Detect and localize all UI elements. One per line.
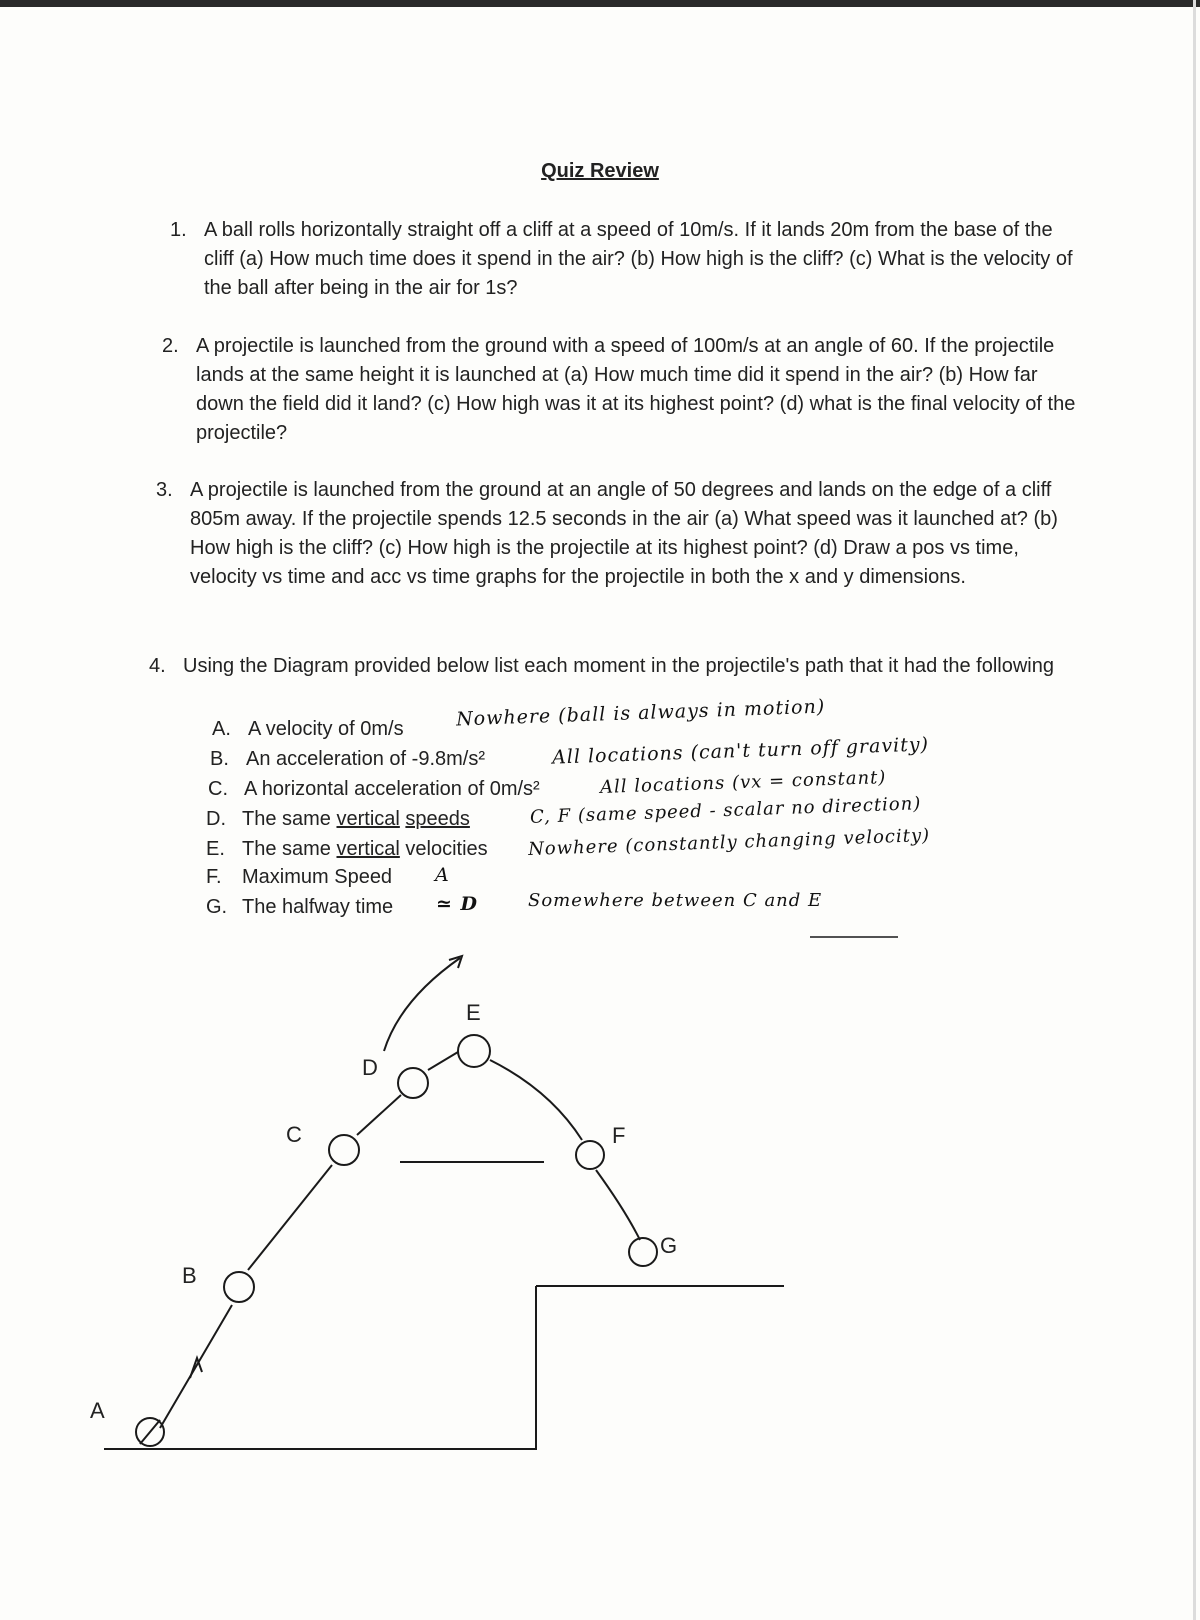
item-statement: Maximum Speed xyxy=(242,866,393,888)
point-label-b: B xyxy=(182,1263,197,1288)
question-text: A projectile is launched from the ground at an angle of 50 degrees and lands on the edge of a cliff 805m away. If the projectile spends 12.5 seconds in the air (a) What speed was it launched at? (b) How high is the cliff? (c) How high is the projectile at its highest point? (d) Draw a pos vs time, velocity vs time and acc vs time graphs for the projectile in both the x and y dimensions. xyxy=(190,479,1058,588)
item-letter: C. xyxy=(208,778,228,800)
item-letter: D. xyxy=(206,808,226,830)
item-statement: An acceleration of -9.8m/s² xyxy=(246,748,485,770)
item-letter: G. xyxy=(206,896,228,918)
pointer-arrow xyxy=(384,958,460,1051)
point-label-c: C xyxy=(286,1122,302,1147)
handwritten-answer-c: All locations (vx = constant) xyxy=(599,767,887,798)
item-letter: B. xyxy=(210,748,229,770)
handwritten-answer-a: Nowhere (ball is always in motion) xyxy=(455,695,826,731)
question-number: 2. xyxy=(162,335,179,357)
ball-a-slash xyxy=(140,1420,160,1444)
question-number: 3. xyxy=(156,479,173,501)
handwritten-answer-g: ≃ D xyxy=(436,893,479,915)
ball-g xyxy=(629,1238,657,1266)
item-letter: E. xyxy=(206,838,225,860)
trajectory-path xyxy=(160,1052,640,1428)
point-label-a: A xyxy=(90,1398,105,1423)
question-text: Using the Diagram provided below list each moment in the projectile's path that it had the following xyxy=(183,655,1054,677)
handwritten-answer-b: All locations (can't turn off gravity) xyxy=(551,733,930,769)
point-label-g: G xyxy=(660,1233,678,1258)
handwritten-answer-f: A xyxy=(435,864,450,886)
item-letter: A. xyxy=(212,718,231,740)
handwritten-answer-e: Nowhere (constantly changing velocity) xyxy=(527,824,931,861)
ball-d xyxy=(398,1068,428,1098)
item-statement: The same vertical speeds xyxy=(242,808,470,830)
point-label-e: E xyxy=(466,1000,481,1025)
item-statement: The halfway time xyxy=(242,896,394,918)
ball-b xyxy=(224,1272,254,1302)
page-title: Quiz Review xyxy=(541,160,659,182)
question-text: A ball rolls horizontally straight off a cliff at a speed of 10m/s. If it lands 20m from the base of the cliff (a) How much time does it spend in the air? (b) How high is the cliff? (c) What is the velocity of the ball after being in the air for 1s? xyxy=(204,219,1073,299)
point-label-f: F xyxy=(612,1123,626,1148)
item-statement: The same vertical velocities xyxy=(242,838,488,860)
handwritten-answer-d: C, F (same speed - scalar no direction) xyxy=(529,793,922,828)
ball-e xyxy=(458,1035,490,1067)
point-label-d: D xyxy=(362,1055,378,1080)
handwritten-answer-g-note: Somewhere between C and E xyxy=(528,890,823,911)
item-letter: F. xyxy=(206,866,222,888)
question-text: A projectile is launched from the ground with a speed of 100m/s at an angle of 60. If the projectile lands at the same height it is launched at (a) How much time did it spend in the air? (b) How far down the field did it land? (c) How high was it at its highest point? (d) what is the final velocity of the projectile? xyxy=(196,335,1076,444)
item-statement: A horizontal acceleration of 0m/s² xyxy=(244,778,540,800)
item-statement: A velocity of 0m/s xyxy=(248,718,404,740)
ball-c xyxy=(329,1135,359,1165)
question-number: 4. xyxy=(149,655,166,677)
question-number: 1. xyxy=(170,219,187,241)
ball-f xyxy=(576,1141,604,1169)
